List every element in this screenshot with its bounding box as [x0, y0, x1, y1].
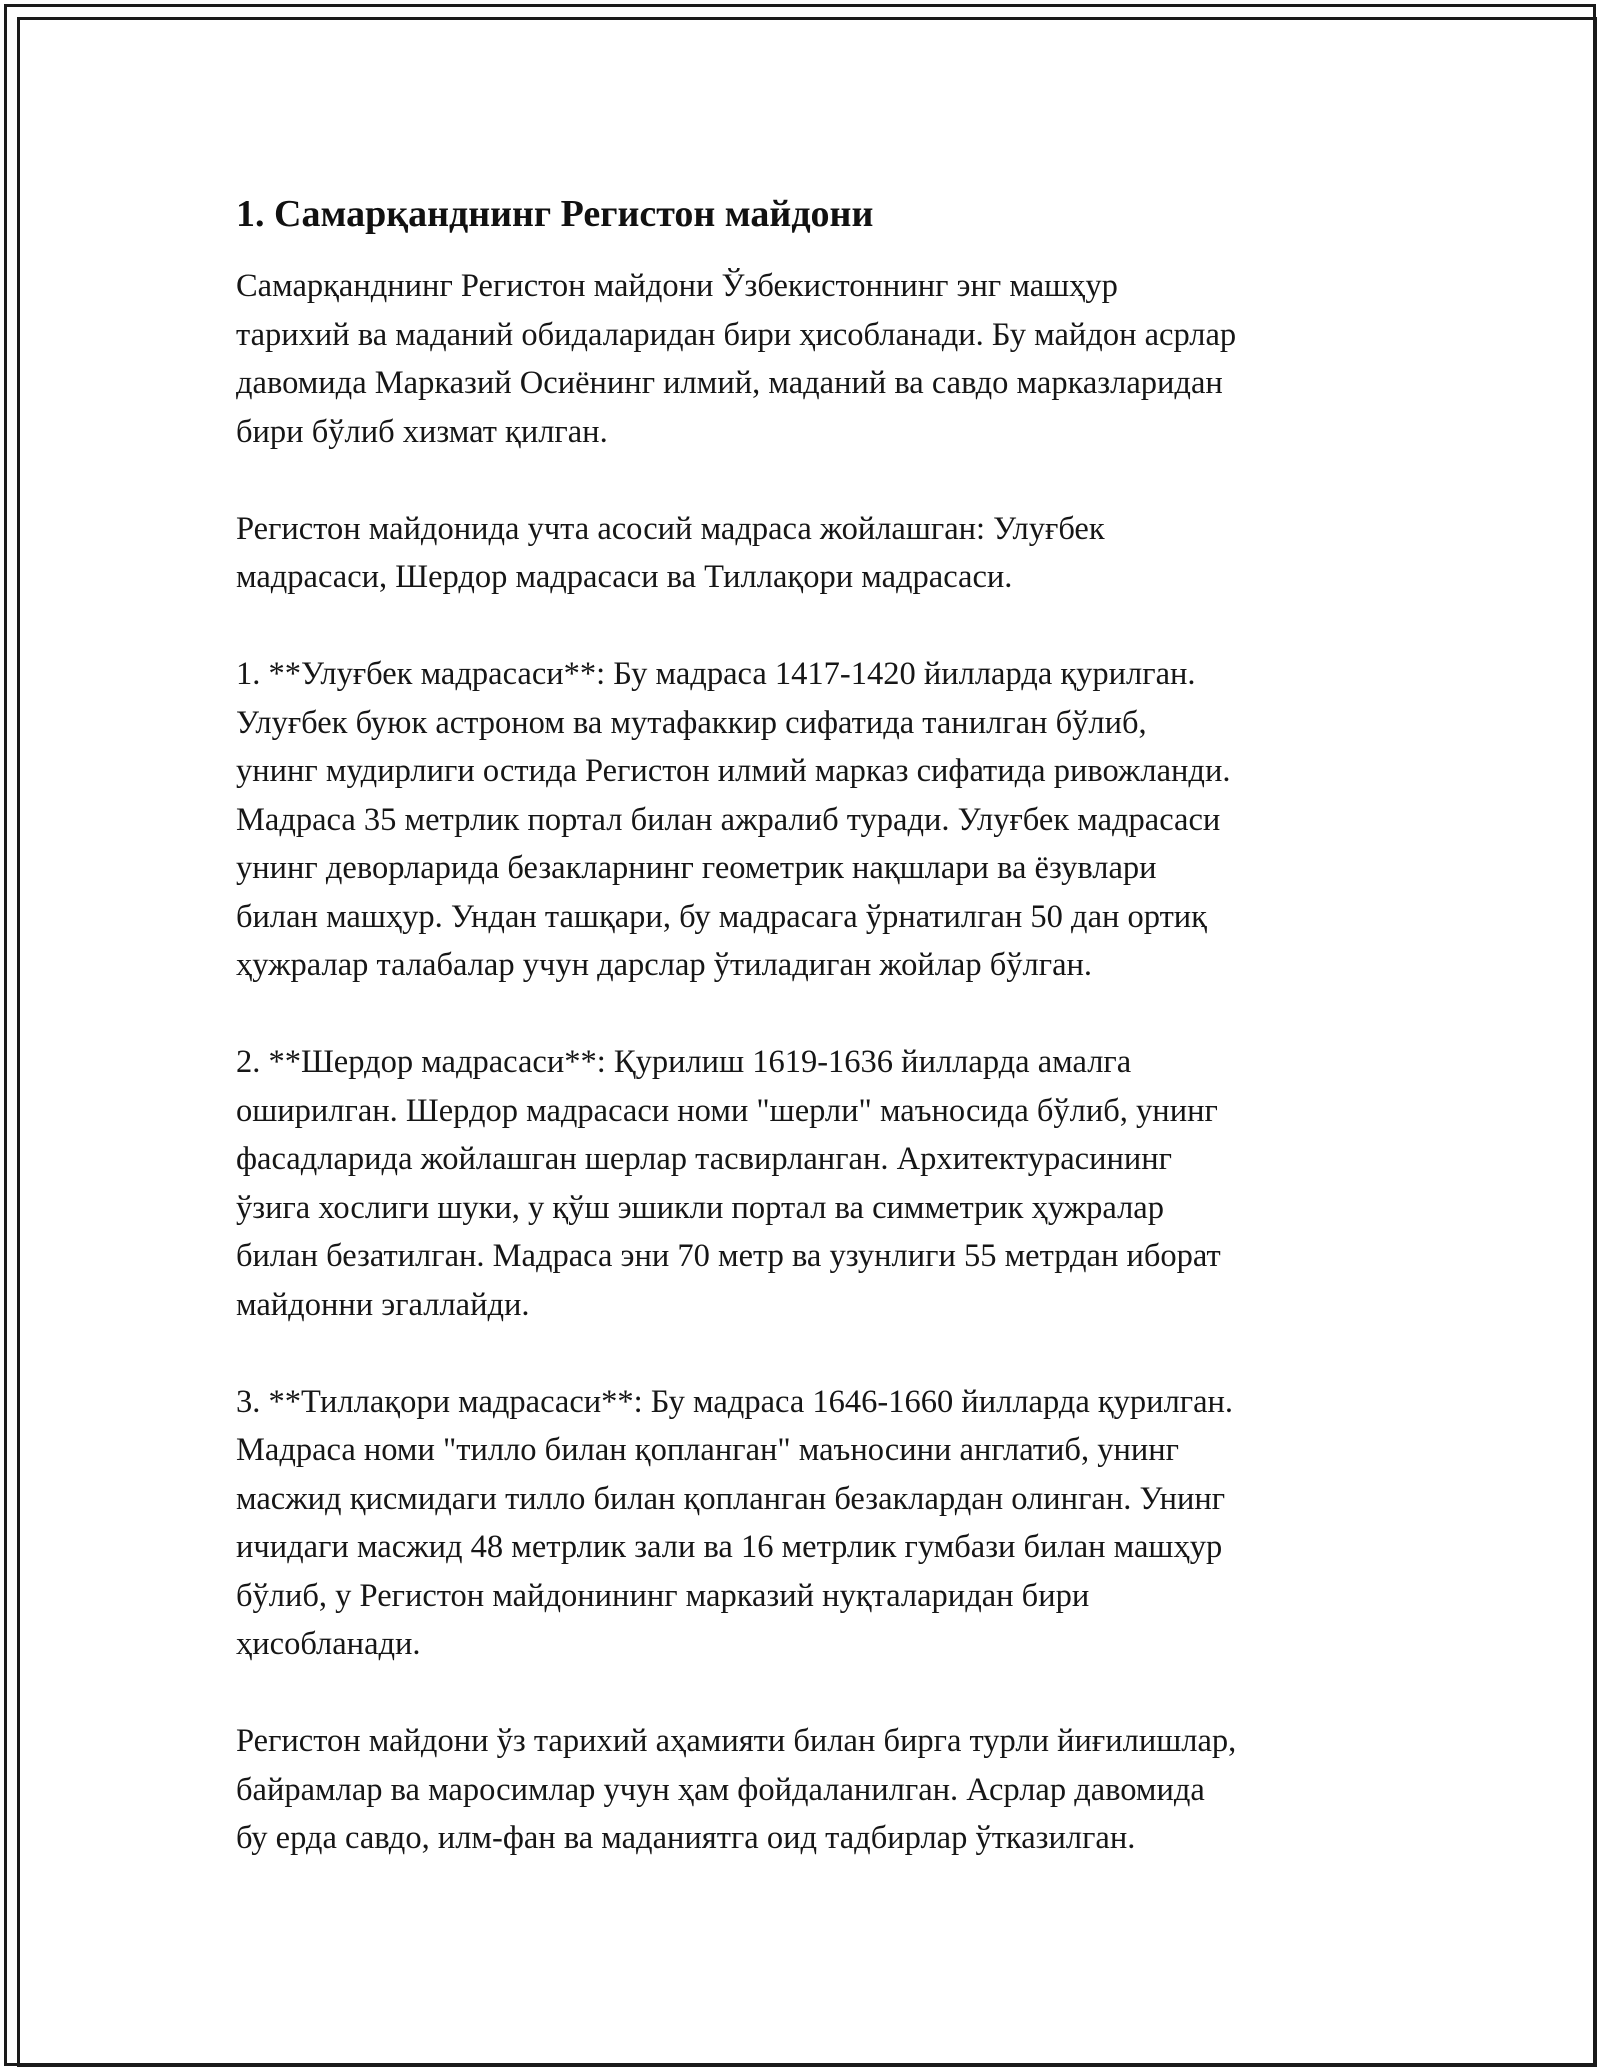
- text-line: Мадраса 35 метрлик портал билан ажралиб туради. Улуғбек мадрасаси: [236, 801, 1221, 838]
- text-line: фасадларида жойлашган шерлар тасвирланган. Архитектурасининг: [236, 1141, 1172, 1177]
- text-line: унинг мудирлиги остида Регистон илмий марказ сифатида ривожланди.: [236, 753, 1231, 789]
- paragraph: [236, 1378, 1376, 1669]
- paragraph-list: [236, 262, 1376, 1863]
- text-line: Самарқанднинг Регистон майдони Ўзбекистоннинг энг машҳур: [236, 268, 1118, 304]
- text-line: Регистон майдони ўз тарихий аҳамияти билан бирга турли йиғилишлар,: [236, 1723, 1237, 1759]
- text-line: давомида Марказий Осиёнинг илмий, маданий ва савдо марказларидан: [236, 365, 1223, 401]
- text-line: Мадраса номи "тилло билан қопланган" маъносини англатиб, унинг: [236, 1432, 1179, 1468]
- text-line: 2. **Шердор мадрасаси**: Қурилиш 1619-1636 йилларда амалга: [236, 1044, 1132, 1080]
- paragraph: [236, 1038, 1376, 1329]
- paragraph: [236, 1717, 1376, 1863]
- text-line: ҳужралар талабалар учун дарслар ўтиладиган жойлар бўлган.: [236, 947, 1093, 983]
- text-line: мадрасаси, Шердор мадрасаси ва Тиллақори мадрасаси.: [236, 559, 1013, 595]
- text-line: масжид қисмидаги тилло билан қопланган безаклардан олинган. Унинг: [236, 1480, 1226, 1517]
- text-line: билан безатилган. Мадраса эни 70 метр ва узунлиги 55 метрдан иборат: [236, 1238, 1221, 1274]
- text-line: 3. **Тиллақори мадрасаси**: Бу мадраса 1646-1660 йилларда қурилган.: [236, 1383, 1234, 1420]
- document-body: [236, 188, 1376, 1863]
- paragraph: [236, 262, 1376, 456]
- text-line: ҳисобланади.: [236, 1626, 421, 1662]
- text-line: бўлиб, у Регистон майдонининг марказий нуқталаридан бири: [236, 1577, 1090, 1614]
- document-heading: 1. Самарқанднинг Регистон майдони: [236, 193, 874, 235]
- text-line: майдонни эгаллайди.: [236, 1286, 530, 1323]
- text-line: 1. **Улуғбек мадрасаси**: Бу мадраса 1417-1420 йилларда қурилган.: [236, 656, 1196, 692]
- text-line: Регистон майдонида учта асосий мадраса жойлашган: Улуғбек: [236, 510, 1105, 547]
- text-line: оширилган. Шердор мадрасаси номи "шерли" маъносида бўлиб, унинг: [236, 1092, 1218, 1129]
- text-line: Улуғбек буюк астроном ва мутафаккир сифатида танилган бўлиб,: [236, 704, 1147, 741]
- text-line: тарихий ва маданий обидаларидан бири ҳисобланади. Бу майдон асрлар: [236, 316, 1237, 353]
- text-line: билан машҳур. Ундан ташқари, бу мадрасага ўрнатилган 50 дан ортиқ: [236, 898, 1207, 935]
- paragraph: [236, 505, 1376, 602]
- text-line: байрамлар ва маросимлар учун ҳам фойдаланилган. Асрлар давомида: [236, 1771, 1205, 1808]
- paragraph: [236, 650, 1376, 990]
- text-line: бу ерда савдо, илм-фан ва маданиятга оид тадбирлар ўтказилган.: [236, 1820, 1136, 1856]
- text-line: унинг деворларида безакларнинг геометрик нақшлари ва ёзувлари: [236, 850, 1157, 886]
- text-line: ўзига хослиги шуки, у қўш эшикли портал ва симметрик ҳужралар: [236, 1189, 1164, 1226]
- text-line: ичидаги масжид 48 метрлик зали ва 16 метрлик гумбази билан машҳур: [236, 1529, 1223, 1565]
- text-line: бири бўлиб хизмат қилган.: [236, 413, 608, 450]
